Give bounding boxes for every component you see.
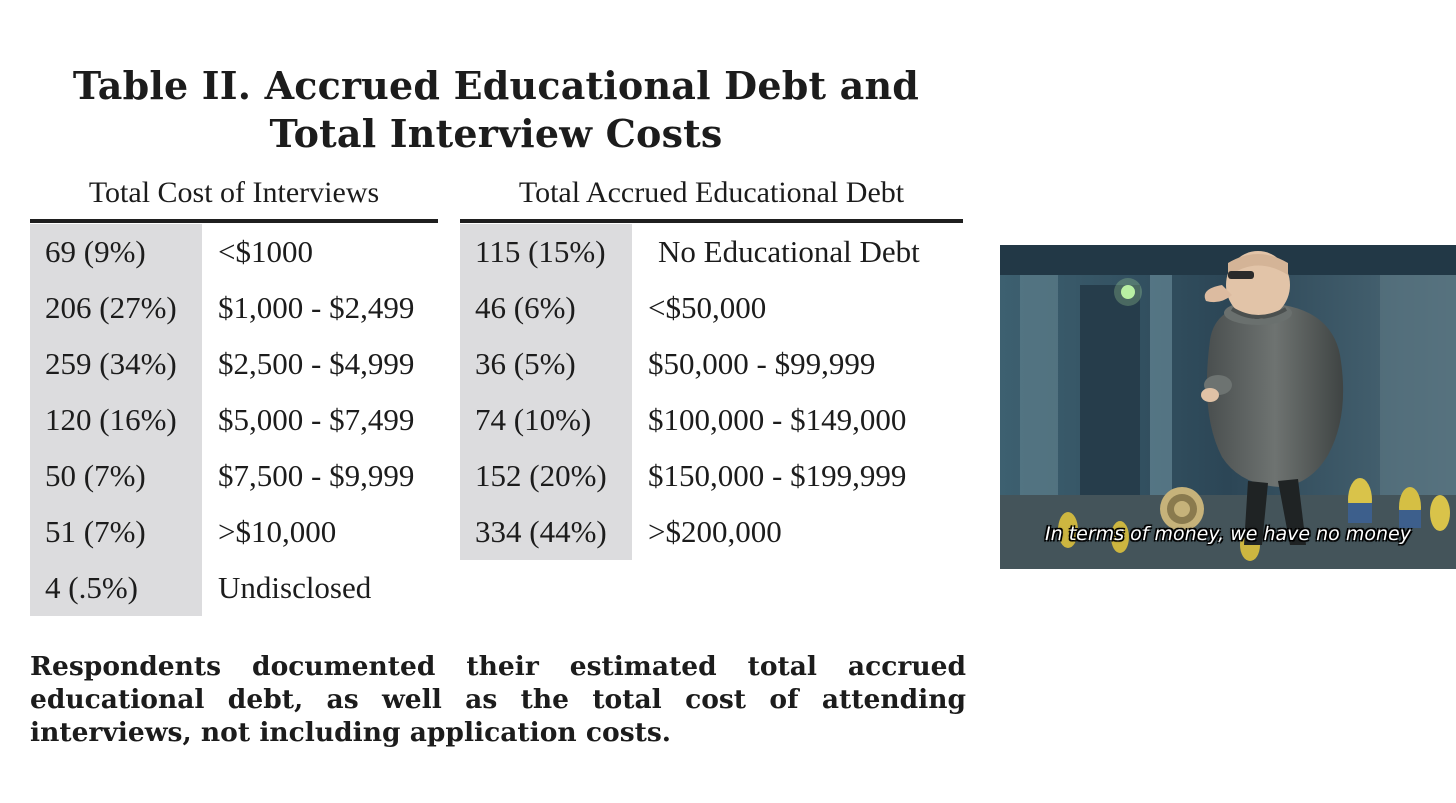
range-cell: $150,000 - $199,999 bbox=[648, 458, 907, 493]
range-cell: No Educational Debt bbox=[658, 234, 920, 269]
range-cell: <$50,000 bbox=[648, 290, 767, 325]
table-row bbox=[30, 392, 438, 448]
cost-table-header: Total Cost of Interviews bbox=[30, 170, 438, 223]
table-row bbox=[30, 448, 438, 504]
range-cell: $100,000 - $149,000 bbox=[648, 402, 907, 437]
range-cell: >$10,000 bbox=[218, 514, 337, 549]
table-row bbox=[460, 336, 963, 392]
meme-subtitle: In terms of money, we have no money bbox=[1045, 523, 1411, 545]
range-cell: $7,500 - $9,999 bbox=[218, 458, 415, 493]
table-row bbox=[460, 224, 963, 280]
table-caption: Respondents documented their estimated total accrued educational debt, as well as the total cost of attending interviews, not including application costs. bbox=[30, 651, 966, 748]
count-cell: 115 (15%) bbox=[460, 224, 632, 280]
table-row bbox=[460, 392, 963, 448]
count-cell: 69 (9%) bbox=[30, 224, 202, 280]
count-cell: 152 (20%) bbox=[460, 448, 632, 504]
debt-table-header: Total Accrued Educational Debt bbox=[460, 170, 963, 223]
count-cell: 51 (7%) bbox=[30, 504, 202, 560]
table-row bbox=[460, 504, 963, 560]
count-cell: 50 (7%) bbox=[30, 448, 202, 504]
count-cell: 36 (5%) bbox=[460, 336, 632, 392]
table-row bbox=[30, 560, 438, 616]
table-title: Table II. Accrued Educational Debt and Total Interview Costs bbox=[72, 63, 920, 156]
range-cell: $1,000 - $2,499 bbox=[218, 290, 415, 325]
debt-table bbox=[460, 170, 963, 560]
count-cell: 74 (10%) bbox=[460, 392, 632, 448]
table-row bbox=[460, 448, 963, 504]
range-cell: $5,000 - $7,499 bbox=[218, 402, 415, 437]
count-cell: 259 (34%) bbox=[30, 336, 202, 392]
table-row bbox=[30, 504, 438, 560]
count-cell: 4 (.5%) bbox=[30, 560, 202, 616]
range-cell: $2,500 - $4,999 bbox=[218, 346, 415, 381]
table-row bbox=[30, 280, 438, 336]
range-cell: $50,000 - $99,999 bbox=[648, 346, 876, 381]
meme-scene-illustration bbox=[1000, 245, 1456, 569]
table-row bbox=[460, 280, 963, 336]
count-cell: 206 (27%) bbox=[30, 280, 202, 336]
count-cell: 334 (44%) bbox=[460, 504, 632, 560]
table-row bbox=[30, 224, 438, 280]
count-cell: 46 (6%) bbox=[460, 280, 632, 336]
count-cell: 120 (16%) bbox=[30, 392, 202, 448]
cost-table bbox=[30, 170, 438, 616]
range-cell: <$1000 bbox=[218, 234, 313, 269]
range-cell: >$200,000 bbox=[648, 514, 782, 549]
table-row bbox=[30, 336, 438, 392]
meme-image bbox=[1000, 245, 1456, 569]
range-cell: Undisclosed bbox=[218, 570, 372, 605]
